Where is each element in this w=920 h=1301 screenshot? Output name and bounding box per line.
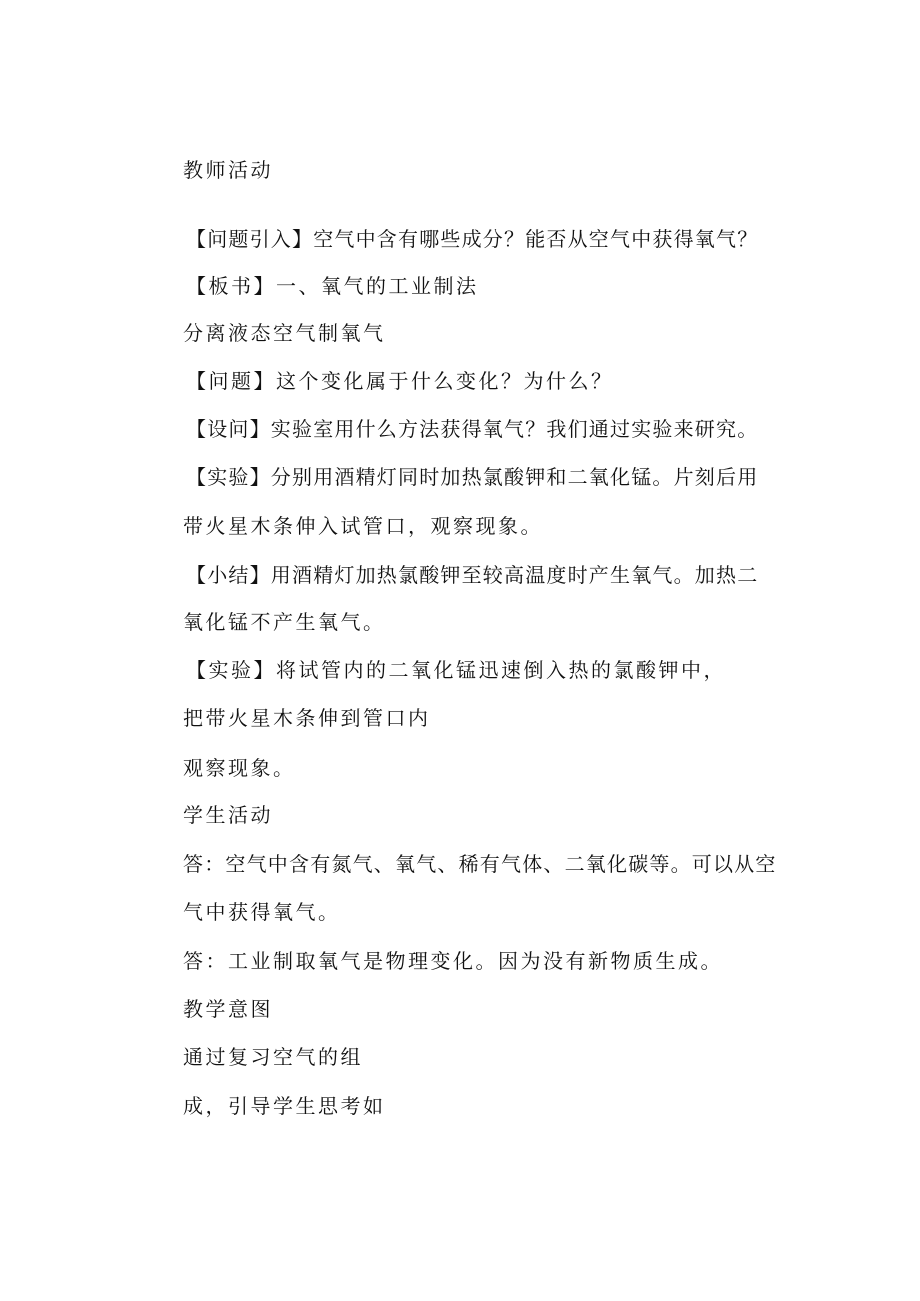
hypothesis-line: 【设问】实验室用什么方法获得氧气？我们通过实验来研究。 bbox=[186, 417, 759, 441]
experiment-line: 【实验】分别用酒精灯同时加热氯酸钾和二氧化锰。片刻后用 bbox=[186, 465, 759, 489]
student-activity-heading: 学生活动 bbox=[183, 803, 273, 827]
summary-line: 【小结】用酒精灯加热氯酸钾至较高温度时产生氧气。加热二 bbox=[186, 563, 759, 587]
text-line: 气中获得氧气。 bbox=[183, 900, 341, 924]
text-line: 成，引导学生思考如 bbox=[183, 1094, 386, 1118]
experiment-line: 【实验】将试管内的二氧化锰迅速倒入热的氯酸钾中， bbox=[186, 658, 726, 682]
text-line: 分离液态空气制氧气 bbox=[183, 321, 386, 345]
text-line: 观察现象。 bbox=[183, 756, 296, 780]
board-note-line: 【板书】一、氧气的工业制法 bbox=[186, 274, 479, 298]
teaching-intent-heading: 教学意图 bbox=[183, 997, 273, 1021]
text-line: 带火星木条伸入试管口，观察现象。 bbox=[183, 514, 543, 538]
question-intro-line: 【问题引入】空气中含有哪些成分？能否从空气中获得氧气？ bbox=[186, 227, 759, 251]
text-line: 把带火星木条伸到管口内 bbox=[183, 706, 431, 730]
answer-line: 答：空气中含有氮气、氧气、稀有气体、二氧化碳等。可以从空 bbox=[183, 852, 777, 876]
question-line: 【问题】这个变化属于什么变化？为什么？ bbox=[186, 369, 614, 393]
text-line: 通过复习空气的组 bbox=[183, 1045, 363, 1069]
teacher-activity-heading: 教师活动 bbox=[183, 158, 273, 182]
answer-line: 答：工业制取氧气是物理变化。因为没有新物质生成。 bbox=[183, 949, 723, 973]
text-line: 氧化锰不产生氧气。 bbox=[183, 610, 386, 634]
